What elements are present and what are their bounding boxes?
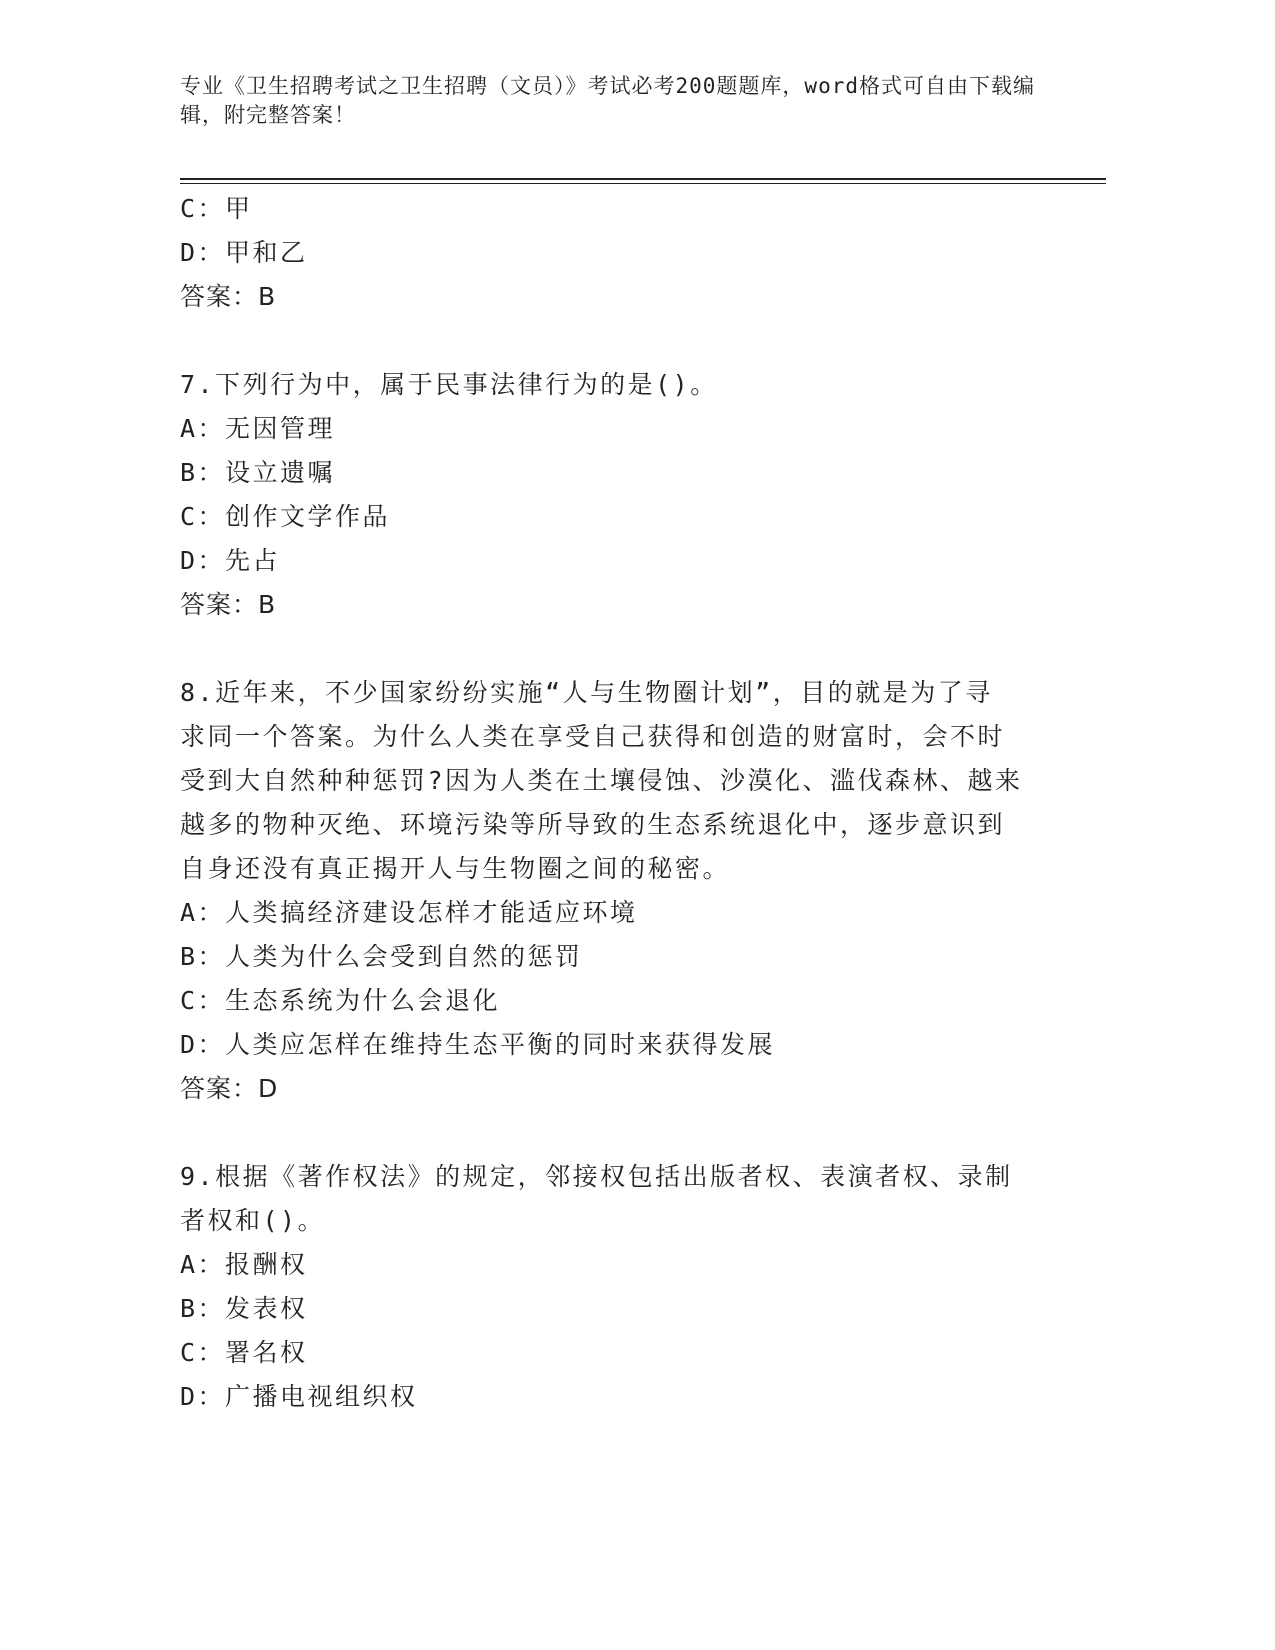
option-d: D：人类应怎样在维持生态平衡的同时来获得发展 <box>180 1030 776 1059</box>
option-a: A：人类搞经济建设怎样才能适应环境 <box>180 898 638 927</box>
option-a: A：无因管理 <box>180 414 336 443</box>
option-d: D：先占 <box>180 546 281 575</box>
spacer <box>180 1111 1060 1155</box>
header-divider-thick <box>180 178 1106 180</box>
question-stem: 7.下列行为中，属于民事法律行为的是()。 <box>180 370 718 399</box>
question-stem-line: 求同一个答案。为什么人类在享受自己获得和创造的财富时，会不时 <box>180 722 1006 751</box>
answer-line: 答案：B <box>180 282 277 311</box>
option-d: D：甲和乙 <box>180 238 308 267</box>
question-9 <box>180 1155 1060 1419</box>
question-list <box>180 187 1060 1419</box>
option-c: C：署名权 <box>180 1338 308 1367</box>
spacer <box>180 319 1060 363</box>
question-8 <box>180 671 1060 1111</box>
question-stem-line: 越多的物种灭绝、环境污染等所导致的生态系统退化中，逐步意识到 <box>180 810 1006 839</box>
question-stem-line: 者权和()。 <box>180 1206 326 1235</box>
option-b: B：发表权 <box>180 1294 308 1323</box>
header-divider-thin <box>180 183 1106 184</box>
question-stem-line: 自身还没有真正揭开人与生物圈之间的秘密。 <box>180 854 731 883</box>
question-stem-line: 受到大自然种种惩罚?因为人类在土壤侵蚀、沙漠化、滥伐森林、越来 <box>180 766 1023 795</box>
answer-line: 答案：B <box>180 590 277 619</box>
option-d: D：广播电视组织权 <box>180 1382 418 1411</box>
option-c: C：甲 <box>180 194 253 223</box>
option-c: C：创作文学作品 <box>180 502 391 531</box>
option-b: B：人类为什么会受到自然的惩罚 <box>180 942 583 971</box>
question-stem-line: 9.根据《著作权法》的规定，邻接权包括出版者权、表演者权、录制 <box>180 1162 1013 1191</box>
partial-question <box>180 187 1060 319</box>
question-7 <box>180 363 1060 627</box>
option-c: C：生态系统为什么会退化 <box>180 986 501 1015</box>
answer-line: 答案：D <box>180 1074 279 1103</box>
spacer <box>180 627 1060 671</box>
page-header: 专业《卫生招聘考试之卫生招聘（文员）》考试必考200题题库，word格式可自由下载编辑，附完整答案！ <box>180 74 1035 127</box>
question-stem-line: 8.近年来，不少国家纷纷实施“人与生物圈计划”，目的就是为了寻 <box>180 678 993 707</box>
option-a: A：报酬权 <box>180 1250 308 1279</box>
option-b: B：设立遗嘱 <box>180 458 336 487</box>
